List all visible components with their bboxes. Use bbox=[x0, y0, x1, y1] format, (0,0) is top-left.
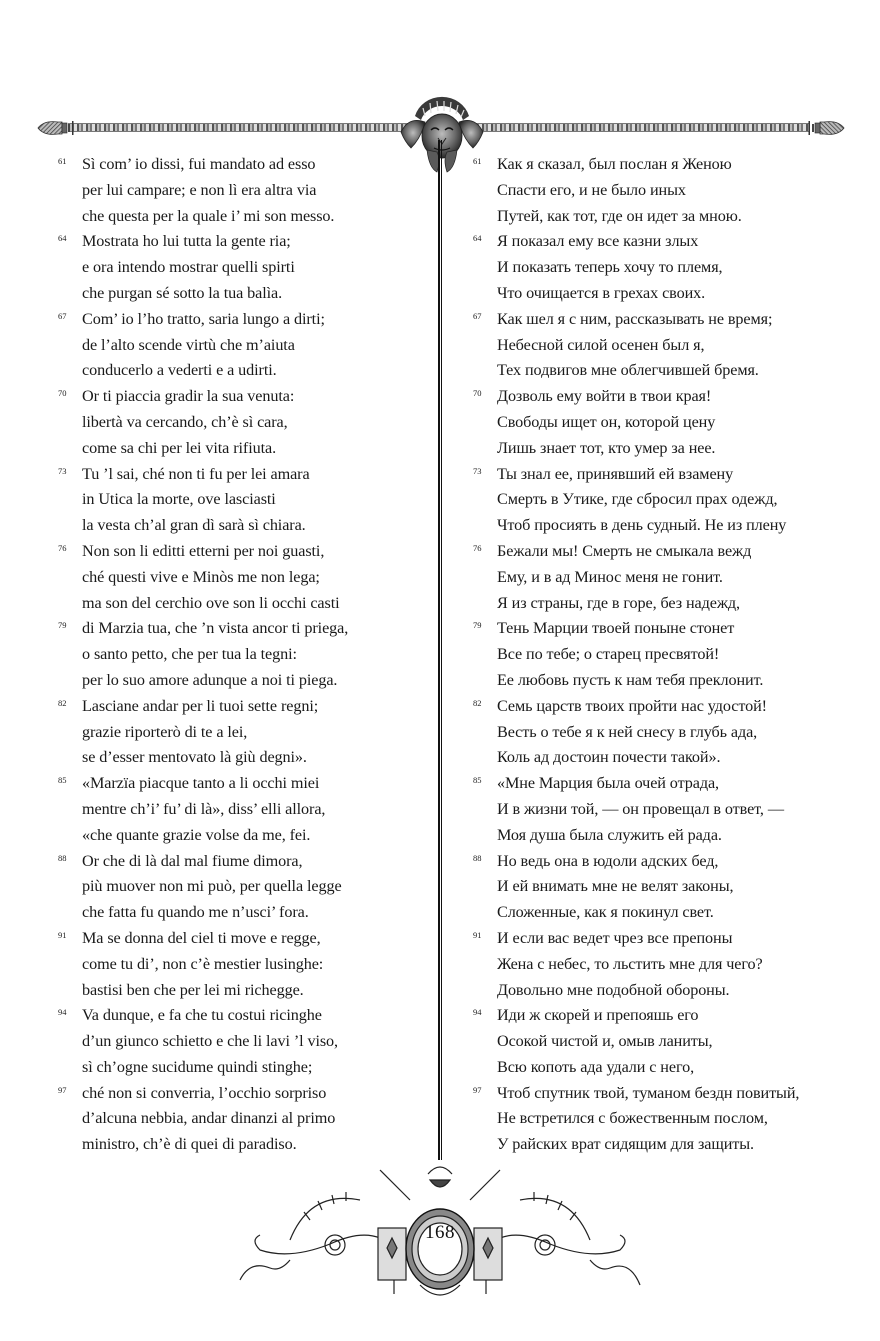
verse-line: Чтоб просиять в день судный. Не из плену bbox=[497, 516, 787, 535]
line-number: 76 bbox=[473, 542, 482, 553]
verse-line: Я из страны, где в горе, без надежд, bbox=[497, 593, 740, 612]
verse-line: de l’alto scende virtù che m’aiuta bbox=[82, 335, 295, 354]
line-number: 91 bbox=[58, 929, 67, 940]
verse-line: «Marzïa piacque tanto a li occhi miei bbox=[82, 774, 320, 793]
verse-line: Or ti piaccia gradir la sua venuta: bbox=[82, 387, 295, 406]
verse-line: Все по тебе; о старец пресвятой! bbox=[497, 645, 720, 664]
line-number: 67 bbox=[473, 310, 482, 321]
verse-line: Свободы ищет он, которой цену bbox=[497, 412, 716, 431]
verse-line: Sì com’ io dissi, fui mandato ad esso bbox=[82, 155, 316, 173]
tercet bbox=[473, 1003, 853, 1080]
tercet bbox=[58, 539, 428, 616]
line-number: 94 bbox=[473, 1007, 482, 1018]
verse-line: Не встретился с божественным послом, bbox=[497, 1109, 768, 1128]
verse-line: Что очищается в грехах своих. bbox=[497, 283, 706, 302]
verse-line: per lui campare; e non lì era altra via bbox=[82, 180, 317, 199]
verse-line: Or che di là dal mal fiume dimora, bbox=[82, 851, 303, 870]
verse-line: Но ведь она в юдоли адских бед, bbox=[497, 851, 719, 870]
tercet bbox=[58, 229, 428, 306]
verse-line: Чтоб спутник твой, туманом бездн повитый, bbox=[497, 1083, 800, 1102]
verse-line: Осокой чистой и, омыв ланиты, bbox=[497, 1032, 713, 1051]
russian-text-column bbox=[473, 152, 853, 1158]
verse-line: Ma se donna del ciel ti move e regge, bbox=[82, 928, 321, 947]
tercet bbox=[473, 307, 853, 384]
verse-line: «che quante grazie volse da me, fei. bbox=[82, 825, 311, 844]
verse-line: conducerlo a vederti e a udirti. bbox=[82, 361, 277, 380]
line-number: 64 bbox=[473, 233, 482, 244]
verse-line: Моя душа была служить ей рада. bbox=[497, 825, 722, 844]
verse-line: Небесной силой осенен был я, bbox=[497, 335, 705, 354]
verse-line: Спасти его, и не было иных bbox=[497, 180, 686, 199]
verse-line: Путей, как тот, где он идет за мною. bbox=[497, 206, 742, 225]
verse-line: bastisi ben che per lei mi richegge. bbox=[82, 980, 304, 999]
verse-line: in Utica la morte, ove lasciasti bbox=[82, 490, 276, 509]
verse-line: И ей внимать мне не велят законы, bbox=[497, 877, 734, 896]
line-number: 61 bbox=[473, 156, 482, 166]
line-number: 88 bbox=[58, 852, 67, 863]
pinecone-finial-right-icon bbox=[806, 118, 846, 138]
verse-line: d’un giunco schietto e che li lavi ’l viso, bbox=[82, 1032, 338, 1051]
verse-line: Как я сказал, был послан я Женою bbox=[497, 155, 732, 173]
tercet bbox=[473, 462, 853, 539]
tercet bbox=[473, 616, 853, 693]
tercet bbox=[58, 1081, 428, 1158]
verse-line: Tu ’l sai, ché non ti fu per lei amara bbox=[82, 464, 310, 483]
verse-line: come sa chi per lei vita rifiuta. bbox=[82, 438, 277, 457]
verse-line: Всю копоть ада удали с него, bbox=[497, 1057, 695, 1076]
line-number: 79 bbox=[58, 620, 67, 631]
italian-text-column bbox=[58, 152, 428, 1158]
line-number: 61 bbox=[58, 156, 67, 166]
line-number: 85 bbox=[473, 775, 482, 786]
verse-line: Тех подвигов мне облегчившей бремя. bbox=[497, 361, 759, 380]
verse-line: Довольно мне подобной обороны. bbox=[497, 980, 730, 999]
verse-line: «Мне Марция была очей отрада, bbox=[497, 774, 720, 793]
verse-line: Жена с небес, то льстить мне для чего? bbox=[497, 954, 763, 973]
verse-line: Я показал ему все казни злых bbox=[497, 232, 699, 251]
verse-line: У райских врат сидящим для защиты. bbox=[497, 1135, 754, 1154]
verse-line: Ее любовь пусть к нам тебя преклонит. bbox=[497, 670, 764, 689]
verse-line: se d’esser mentovato là giù degni». bbox=[82, 748, 307, 767]
verse-line: Тень Марции твоей поныне стонет bbox=[497, 619, 735, 638]
tercet bbox=[58, 384, 428, 461]
pinecone-finial-left-icon bbox=[36, 118, 76, 138]
line-number: 85 bbox=[58, 775, 67, 786]
line-number: 97 bbox=[58, 1084, 67, 1095]
verse-line: sì ch’ogne sucidume quindi stinghe; bbox=[82, 1057, 313, 1076]
column-divider bbox=[437, 140, 443, 1160]
verse-line: che fatta fu quando me n’usci’ fora. bbox=[82, 903, 309, 922]
line-number: 67 bbox=[58, 310, 67, 321]
verse-line: Весть о тебе я к ней снесу в глубь ада, bbox=[497, 722, 758, 741]
verse-line: Дозволь ему войти в твои края! bbox=[497, 387, 712, 406]
verse-line: mentre ch’i’ fu’ di là», diss’ elli allora, bbox=[82, 799, 326, 818]
line-number: 70 bbox=[473, 388, 482, 399]
verse-line: Ты знал ее, принявший ей взамену bbox=[497, 464, 734, 483]
line-number: 73 bbox=[473, 465, 482, 476]
line-number: 91 bbox=[473, 929, 482, 940]
page-number: 168 bbox=[425, 1222, 455, 1243]
line-number: 64 bbox=[58, 233, 67, 244]
verse-line: Non son li editti etterni per noi guasti, bbox=[82, 541, 325, 560]
tercet bbox=[473, 539, 853, 616]
line-number: 82 bbox=[58, 697, 67, 708]
line-number: 94 bbox=[58, 1007, 67, 1018]
verse-line: d’alcuna nebbia, andar dinanzi al primo bbox=[82, 1109, 336, 1128]
verse-line: e ora intendo mostrar quelli spirti bbox=[82, 258, 295, 277]
verse-line: Коль ад достоин почести такой». bbox=[497, 748, 721, 767]
tercet bbox=[473, 229, 853, 306]
verse-line: o santo petto, che per tua la tegni: bbox=[82, 645, 297, 664]
verse-line: ma son del cerchio ove son li occhi casti bbox=[82, 593, 340, 612]
tercet bbox=[473, 694, 853, 771]
tercet bbox=[473, 926, 853, 1003]
tercet bbox=[473, 384, 853, 461]
verse-line: che questa per la quale i’ mi son messo. bbox=[82, 206, 335, 225]
verse-line: ché questi vive e Minòs me non lega; bbox=[82, 567, 320, 586]
verse-line: Mostrata ho lui tutta la gente ria; bbox=[82, 232, 291, 251]
verse-line: che purgan sé sotto la tua balìa. bbox=[82, 283, 283, 302]
tercet bbox=[58, 849, 428, 926]
line-number: 73 bbox=[58, 465, 67, 476]
verse-line: Ему, и в ад Минос меня не гонит. bbox=[497, 567, 723, 586]
tercet bbox=[58, 307, 428, 384]
verse-line: per lo suo amore adunque a noi ti piega. bbox=[82, 670, 338, 689]
verse-line: Lasciane andar per li tuoi sette regni; bbox=[82, 696, 319, 715]
verse-line: di Marzia tua, che ’n vista ancor ti priega, bbox=[82, 619, 349, 638]
verse-line: Сложенные, как я покинул свет. bbox=[497, 903, 714, 922]
verse-line: ché non si converria, l’occhio sorpriso bbox=[82, 1083, 327, 1102]
line-number: 82 bbox=[473, 697, 482, 708]
tercet bbox=[58, 694, 428, 771]
verse-line: Семь царств твоих пройти нас удостой! bbox=[497, 696, 767, 715]
verse-line: Бежали мы! Смерть не смыкала вежд bbox=[497, 541, 752, 560]
tercet bbox=[473, 152, 853, 229]
tercet bbox=[58, 152, 428, 229]
tercet bbox=[58, 926, 428, 1003]
verse-line: grazie riporterò di te a lei, bbox=[82, 722, 248, 741]
verse-line: И если вас ведет чрез все препоны bbox=[497, 928, 733, 947]
tercet bbox=[473, 849, 853, 926]
tercet bbox=[58, 1003, 428, 1080]
verse-line: Смерть в Утике, где сбросил прах одежд, bbox=[497, 490, 778, 509]
verse-line: ministro, ch’è di quei di paradiso. bbox=[82, 1135, 297, 1154]
verse-line: più muover non mi può, per quella legge bbox=[82, 877, 342, 896]
line-number: 88 bbox=[473, 852, 482, 863]
tercet bbox=[58, 771, 428, 848]
verse-line: И показать теперь хочу то племя, bbox=[497, 258, 723, 277]
tercet bbox=[58, 462, 428, 539]
verse-line: Иди ж скорей и препояшь его bbox=[497, 1006, 699, 1025]
tercet bbox=[58, 616, 428, 693]
line-number: 79 bbox=[473, 620, 482, 631]
line-number: 70 bbox=[58, 388, 67, 399]
header-ornament bbox=[0, 40, 880, 150]
tercet bbox=[473, 1081, 853, 1158]
verse-line: Лишь знает тот, кто умер за нее. bbox=[497, 438, 716, 457]
verse-line: И в жизни той, — он провещал в ответ, — bbox=[497, 799, 784, 818]
verse-line: come tu di’, non c’è mestier lusinghe: bbox=[82, 954, 324, 973]
line-number: 97 bbox=[473, 1084, 482, 1095]
verse-line: la vesta ch’al gran dì sarà sì chiara. bbox=[82, 516, 306, 535]
tercet bbox=[473, 771, 853, 848]
verse-line: Va dunque, e fa che tu costui ricinghe bbox=[82, 1006, 322, 1025]
verse-line: Com’ io l’ho tratto, saria lungo a dirti; bbox=[82, 309, 325, 328]
verse-line: Как шел я с ним, рассказывать не время; bbox=[497, 309, 773, 328]
verse-line: libertà va cercando, ch’è sì cara, bbox=[82, 412, 288, 431]
line-number: 76 bbox=[58, 542, 67, 553]
